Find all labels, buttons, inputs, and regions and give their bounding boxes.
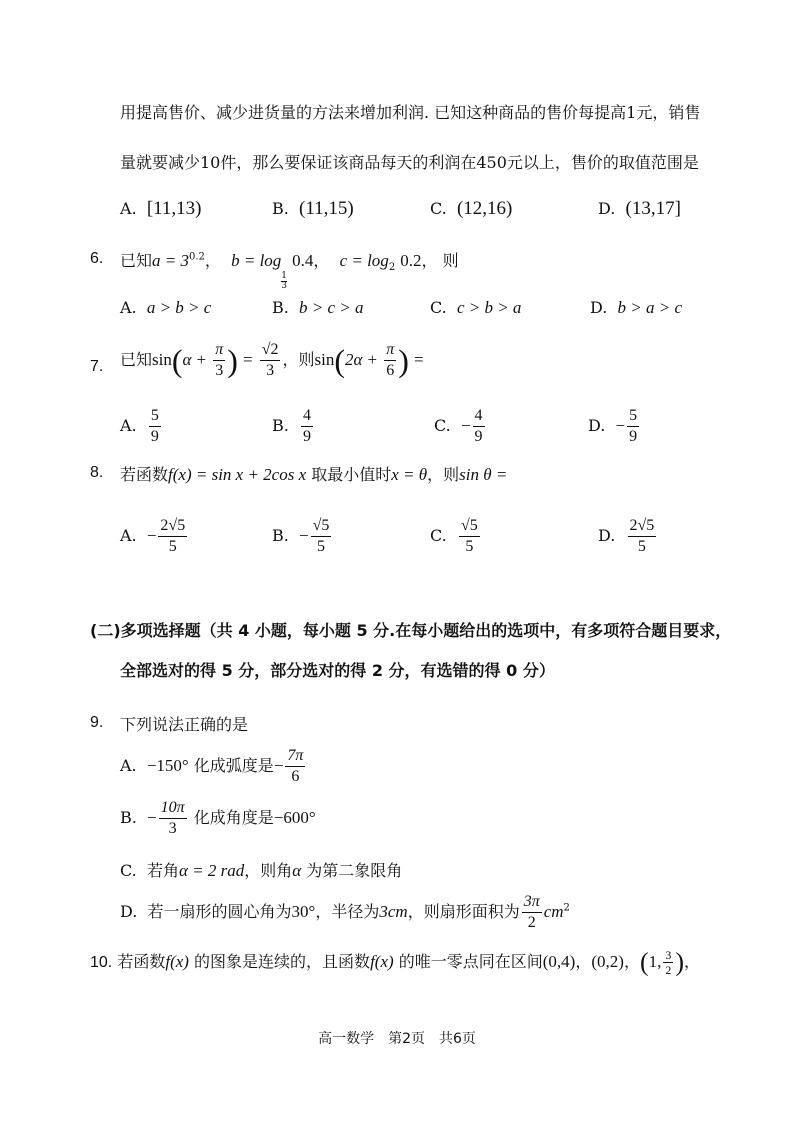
q6-number: 6. bbox=[90, 250, 104, 267]
q9-option-c: C. 若角α = 2 rad，则角α 为第二象限角 bbox=[120, 861, 403, 880]
q9-number: 9. bbox=[90, 714, 104, 731]
q7-stem: 已知sin(α + $\frac{\pi}{3}$ ) = $\frac{√2}{3}$ ，则sin(2α + $\frac{\pi}{6}$ ) = bbox=[120, 341, 424, 379]
q7-option-d: D. − $\frac{5}{9}$ bbox=[588, 407, 638, 445]
q5-option-a: A. [11,13) bbox=[120, 198, 202, 219]
q6-option-b: B. b > c > a bbox=[272, 298, 364, 317]
q8-option-a: A. − $\frac{2√5}{5}$ bbox=[120, 517, 186, 555]
page-footer: 高一数学 第2页 共6页 bbox=[318, 1031, 476, 1047]
q9-option-a: A. −150° 化成弧度是− $\frac{7\pi}{6}$ bbox=[120, 747, 304, 785]
q5-option-b: B. (11,15) bbox=[272, 198, 354, 219]
q6-stem: 已知$a = 3^{0.2}$， b = log $\frac{1}{3}$ 0.4， $c = \log_2 0.2$， 则 bbox=[120, 251, 459, 291]
q8-option-c: C. $\frac{√5}{5}$ bbox=[430, 517, 478, 555]
q8-option-b: B. − $\frac{√5}{5}$ bbox=[272, 517, 330, 555]
q5-option-c: C. (12,16) bbox=[430, 198, 513, 219]
q10-stem: 10. 若函数f(x) 的图象是连续的，且函数f(x) 的唯一零点同在区间(0,4)，(0,2)，(1, $\frac{3}{2}$ )， bbox=[90, 947, 701, 977]
q9-option-d: D. 若一扇形的圆心角为30°，半径为3cm，则扇形面积为 $\frac{3\pi}{2}$ $cm^2$ bbox=[120, 893, 570, 931]
q5-line-2: 量就要减少10件，那么要保证该商品每天的利润在450元以上，售价的取值范围是 bbox=[120, 153, 699, 172]
q6-option-d: D. b > a > c bbox=[590, 298, 683, 317]
q7-option-a: A. $\frac{5}{9}$ bbox=[120, 407, 159, 445]
q7-option-c: C. − $\frac{4}{9}$ bbox=[434, 407, 483, 445]
q6-option-c: C. c > b > a bbox=[430, 298, 522, 317]
q8-stem: 若函数f(x) = sin x + 2cos x 取最小值时x = θ，则sin θ = bbox=[120, 465, 508, 484]
q9-option-b: B. − $\frac{10\pi}{3}$ 化成角度是−600° bbox=[120, 799, 316, 837]
section-2-heading: (二)多项选择题（共 4 小题，每小题 5 分.在每小题给出的选项中，有多项符合题目要求， bbox=[90, 621, 732, 640]
q5-line-1: 用提高售价、减少进货量的方法来增加利润. 已知这种商品的售价每提高1元，销售 bbox=[120, 103, 701, 122]
q8-number: 8. bbox=[90, 464, 104, 481]
q8-option-d: D. $\frac{2√5}{5}$ bbox=[598, 517, 655, 555]
q6-option-a: A. a > b > c bbox=[120, 298, 212, 317]
q7-number: 7. bbox=[90, 358, 104, 375]
q5-option-d: D. (13,17] bbox=[598, 198, 681, 219]
q7-option-b: B. $\frac{4}{9}$ bbox=[272, 407, 312, 445]
section-2-heading-cont: 全部选对的得 5 分，部分选对的得 2 分，有选错的得 0 分） bbox=[120, 661, 555, 680]
q9-stem: 下列说法正确的是 bbox=[120, 715, 249, 734]
